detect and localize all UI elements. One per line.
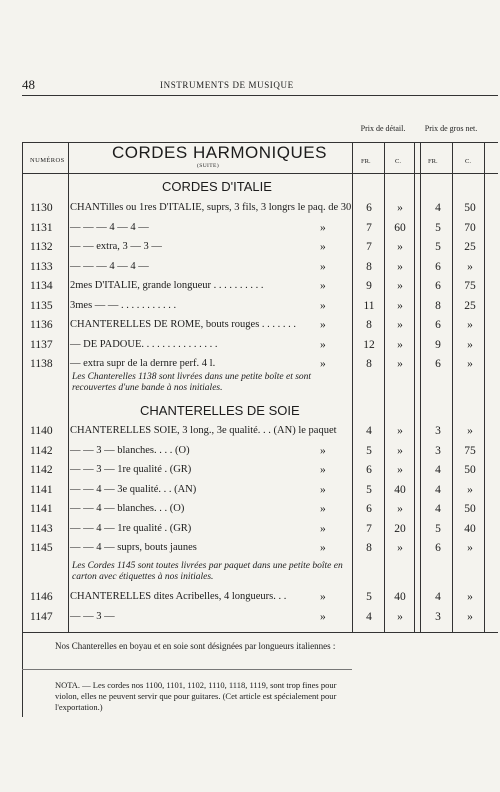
footer-nota: NOTA. — Les cordes nos 1100, 1101, 1102, 1110, 1118, 1119, sont trop fines pour violon, elles ne peuvent servir que pour guitares. (Cet article est spécialement pour l'exportation.)	[55, 680, 337, 712]
item-number: 1146	[30, 591, 53, 603]
price-gros-fr: 6	[435, 280, 441, 292]
price-gros-c: 50	[464, 464, 476, 476]
price-gros-fr: 6	[435, 358, 441, 370]
section-title: CORDES D'ITALIE	[162, 179, 272, 194]
item-description: CHANTERELLES dites Acribelles, 4 longueurs. . .	[70, 591, 287, 602]
price-gros-fr: 4	[435, 483, 441, 496]
c-label-detail: C.	[395, 158, 401, 165]
fr-label-gros: FR.	[428, 158, 438, 165]
price-detail-c: »	[397, 280, 403, 292]
item-mark: »	[320, 483, 326, 496]
item-description: CHANTERELLES DE ROME, bouts rouges . . . . . . .	[70, 319, 297, 330]
table-row	[0, 422, 500, 442]
item-description: — — — 4 — 4 —	[70, 260, 149, 272]
item-description: — extra supr de la dernre perf. 4 l.	[70, 358, 216, 369]
price-detail-fr: 6	[366, 464, 372, 476]
price-gros-c: »	[467, 425, 473, 437]
item-number: 1134	[30, 280, 53, 292]
price-gros-fr: 3	[435, 425, 441, 437]
price-detail-fr: 4	[366, 425, 372, 437]
price-detail-c: »	[397, 299, 403, 312]
price-gros-fr: 5	[435, 241, 441, 253]
price-detail-c: »	[397, 338, 403, 351]
item-number: 1142	[30, 444, 53, 457]
numeros-header: NUMÉROS	[30, 157, 65, 164]
price-gros-fr: 3	[435, 610, 441, 623]
item-description: — — extra, 3 — 3 —	[70, 241, 162, 252]
price-detail-c: »	[397, 358, 403, 370]
table-row	[0, 238, 500, 258]
price-detail-fr: 11	[363, 299, 375, 312]
price-detail-fr: 7	[366, 221, 372, 234]
section-note: Les Cordes 1145 sont toutes livrées par paquet dans une petite boîte en carton avec étiquettes à nos initiales.	[72, 561, 343, 582]
item-mark: »	[320, 464, 326, 476]
price-detail-c: »	[397, 260, 403, 273]
item-mark: »	[320, 542, 326, 554]
table-row	[0, 588, 500, 608]
item-number: 1132	[30, 241, 53, 253]
item-description: — — 3 —	[70, 610, 115, 622]
price-detail-fr: 5	[366, 591, 372, 603]
item-mark: »	[320, 503, 326, 515]
item-number: 1135	[30, 299, 53, 312]
price-detail-c: 20	[394, 522, 406, 535]
section-note: Les Chanterelles 1138 sont livrées dans une petite boîte et sont recouvertes d'une bande à nos initiales.	[72, 372, 312, 393]
price-gros-fr: 6	[435, 260, 441, 273]
price-gros-c: 50	[464, 202, 476, 214]
table-row	[0, 461, 500, 481]
price-detail-c: 40	[394, 591, 406, 603]
item-number: 1137	[30, 338, 53, 351]
table-row	[0, 297, 500, 317]
price-detail-fr: 6	[366, 503, 372, 515]
price-detail-c: »	[397, 542, 403, 554]
price-detail-fr: 9	[366, 280, 372, 292]
item-description: — — — 4 — 4 —	[70, 221, 149, 233]
item-mark: »	[320, 241, 326, 253]
header-rule	[22, 95, 498, 96]
table-subtitle: (SUITE)	[197, 163, 220, 169]
item-number: 1142	[30, 464, 53, 476]
price-detail-c: »	[397, 464, 403, 476]
price-gros-c: 25	[464, 241, 476, 253]
item-mark: »	[320, 338, 326, 351]
running-head: INSTRUMENTS DE MUSIQUE	[160, 80, 294, 90]
item-description: CHANTERELLES SOIE, 3 long., 3e qualité. . . (AN) le paquet	[70, 425, 337, 436]
item-number: 1147	[30, 610, 53, 623]
table-row	[0, 608, 500, 628]
table-row	[0, 316, 500, 336]
item-description: — — 4 — 1re qualité . (GR)	[70, 522, 192, 534]
item-description: 3mes — — . . . . . . . . . . .	[70, 299, 177, 311]
price-detail-c: »	[397, 425, 403, 437]
price-detail-c: »	[397, 444, 403, 457]
item-mark: »	[320, 221, 326, 234]
table-row	[0, 219, 500, 239]
price-detail-fr: 12	[363, 338, 375, 351]
item-description: — — 4 — 3e qualité. . . (AN)	[70, 483, 197, 495]
item-number: 1143	[30, 522, 53, 535]
price-gros-c: »	[467, 260, 473, 273]
table-head-rule	[22, 173, 498, 174]
price-gros-c: 40	[464, 522, 476, 535]
price-gros-fr: 5	[435, 221, 441, 234]
page-number: 48	[22, 77, 35, 92]
price-gros-c: 75	[464, 280, 476, 292]
price-detail-c: »	[397, 319, 403, 331]
table-bottom-rule	[22, 632, 498, 633]
price-detail-fr: 8	[366, 542, 372, 554]
table-title: CORDES HARMONIQUES	[112, 143, 327, 162]
price-gros-c: 50	[464, 503, 476, 515]
item-number: 1131	[30, 221, 53, 234]
price-gros-c: »	[467, 358, 473, 370]
item-number: 1133	[30, 260, 53, 273]
col-header-detail: Prix de détail.	[360, 124, 406, 133]
price-gros-fr: 6	[435, 542, 441, 554]
item-description: — — 4 — suprs, bouts jaunes	[70, 542, 197, 553]
item-mark: »	[320, 319, 326, 331]
item-description: — — 3 — 1re qualité . (GR)	[70, 464, 192, 475]
price-gros-fr: 9	[435, 338, 441, 351]
price-detail-fr: 5	[366, 483, 372, 496]
price-detail-fr: 5	[366, 444, 372, 457]
table-row	[0, 481, 500, 501]
price-gros-c: »	[467, 319, 473, 331]
item-number: 1138	[30, 358, 53, 370]
table-row	[0, 258, 500, 278]
price-detail-fr: 6	[366, 202, 372, 214]
item-description: CHANTilles ou 1res D'ITALIE, suprs, 3 fils, 3 longrs le paq. de 30	[70, 202, 352, 213]
price-gros-c: 70	[464, 221, 476, 234]
price-detail-fr: 8	[366, 358, 372, 370]
price-detail-fr: 4	[366, 610, 372, 623]
table-row	[0, 500, 500, 520]
table-row	[0, 442, 500, 462]
price-gros-fr: 4	[435, 503, 441, 515]
item-mark: »	[320, 522, 326, 535]
item-mark: »	[320, 591, 326, 603]
item-number: 1141	[30, 503, 53, 515]
section-title: CHANTERELLES DE SOIE	[140, 403, 300, 418]
price-gros-c: »	[467, 610, 473, 623]
item-number: 1136	[30, 319, 53, 331]
price-detail-c: »	[397, 610, 403, 623]
price-gros-c: 75	[464, 444, 476, 457]
table-row	[0, 336, 500, 356]
item-description: — — 3 — blanches. . . . (O)	[70, 444, 190, 456]
price-gros-c: »	[467, 483, 473, 496]
table-row	[0, 277, 500, 297]
fr-label-detail: FR.	[361, 158, 371, 165]
item-description: — DE PADOUE. . . . . . . . . . . . . . .	[70, 338, 218, 350]
price-gros-fr: 8	[435, 299, 441, 312]
item-mark: »	[320, 444, 326, 457]
price-detail-fr: 8	[366, 319, 372, 331]
item-number: 1140	[30, 425, 53, 437]
item-mark: »	[320, 610, 326, 623]
item-mark: »	[320, 260, 326, 273]
table-row	[0, 539, 500, 559]
table-row	[0, 520, 500, 540]
price-gros-c: »	[467, 542, 473, 554]
item-description: 2mes D'ITALIE, grande longueur . . . . . . . . . .	[70, 280, 264, 291]
item-number: 1145	[30, 542, 53, 554]
price-gros-fr: 4	[435, 464, 441, 476]
item-description: — — 4 — blanches. . . (O)	[70, 503, 185, 514]
price-detail-fr: 8	[366, 260, 372, 273]
item-number: 1130	[30, 202, 53, 214]
price-detail-fr: 7	[366, 522, 372, 535]
item-mark: »	[320, 299, 326, 312]
price-detail-c: »	[397, 503, 403, 515]
price-gros-c: »	[467, 591, 473, 603]
item-mark: »	[320, 358, 326, 370]
price-detail-c: »	[397, 241, 403, 253]
item-mark: »	[320, 280, 326, 292]
price-gros-c: 25	[464, 299, 476, 312]
c-label-gros: C.	[465, 158, 471, 165]
footer-line: Nos Chanterelles en boyau et en soie sont désignées par longueurs italiennes :	[55, 641, 336, 651]
item-number: 1141	[30, 483, 53, 496]
price-gros-fr: 5	[435, 522, 441, 535]
price-detail-fr: 7	[366, 241, 372, 253]
price-gros-fr: 4	[435, 591, 441, 603]
price-gros-fr: 4	[435, 202, 441, 214]
price-gros-fr: 3	[435, 444, 441, 457]
price-detail-c: 40	[394, 483, 406, 496]
price-gros-fr: 6	[435, 319, 441, 331]
table-row	[0, 199, 500, 219]
price-detail-c: 60	[394, 221, 406, 234]
col-header-gros: Prix de gros net.	[424, 124, 478, 133]
price-gros-c: »	[467, 338, 473, 351]
footer-rule	[22, 669, 352, 670]
price-detail-c: »	[397, 202, 403, 214]
